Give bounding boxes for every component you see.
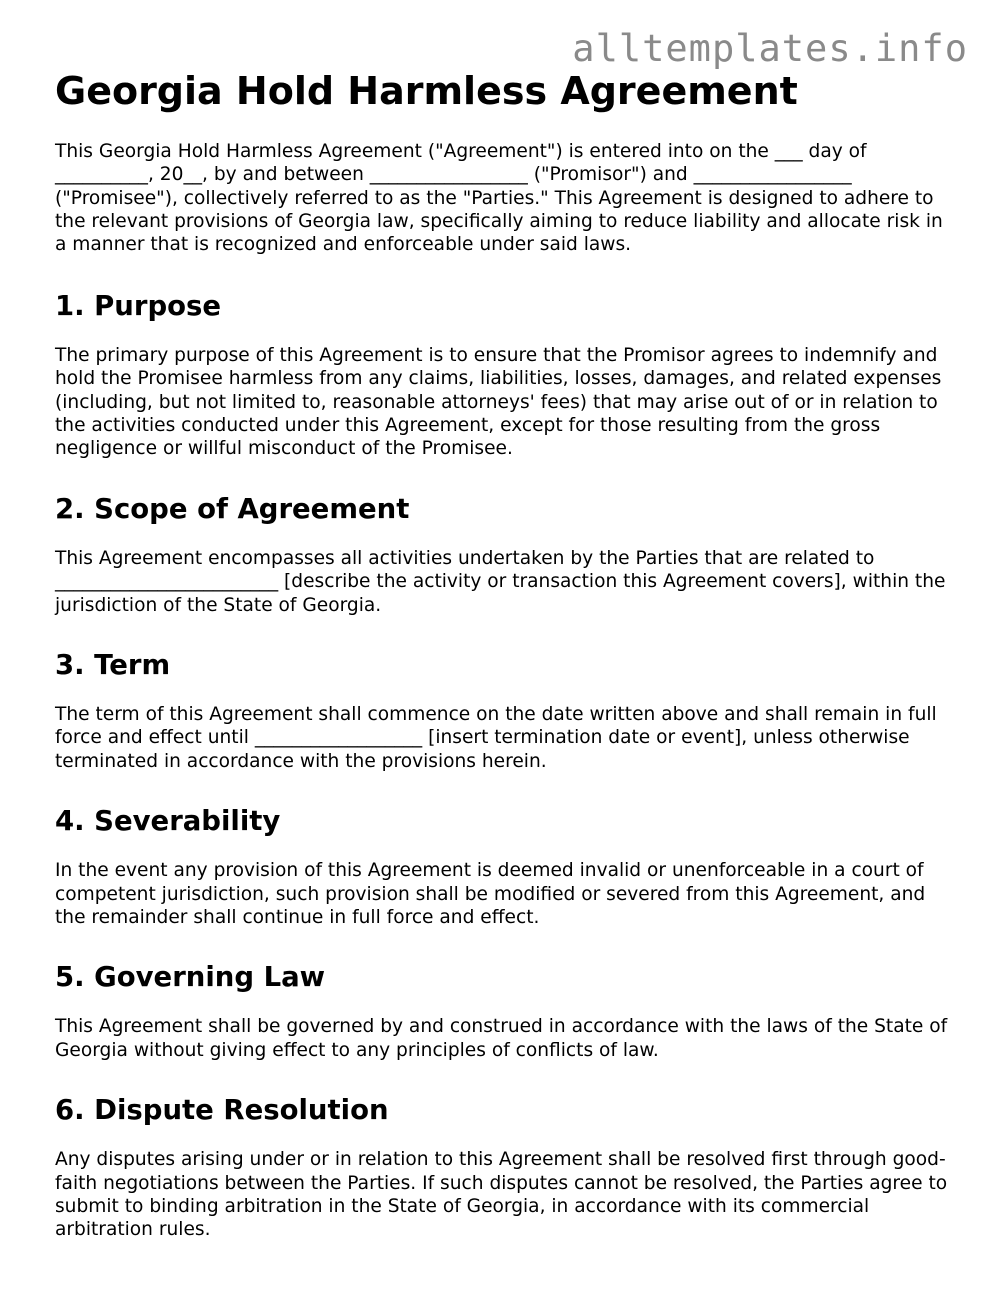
intro-paragraph: This Georgia Hold Harmless Agreement ("Agreement") is entered into on the ___ day of __________, 20__, by and between _________________ ("Promisor") and _________________ ("Promisee"), collectively referred to as the "Parties." This Agreement is designed to adhere to the relevant provisions of Georgia law, specifically aiming to reduce liability and allocate risk in a manner that is recognized and enforceable under said laws.: [55, 140, 943, 256]
section-heading-purpose: 1. Purpose: [55, 289, 222, 322]
document-page: [55, 70, 955, 1274]
document-title: Georgia Hold Harmless Agreement: [55, 69, 798, 113]
section-heading-term: 3. Term: [55, 648, 171, 681]
section-body-term: The term of this Agreement shall commence on the date written above and shall remain in full force and effect until __________________ [insert termination date or event], unless otherwise terminated in accordance with the provisions herein.: [55, 703, 937, 772]
section-body-purpose: The primary purpose of this Agreement is to ensure that the Promisor agrees to indemnify and hold the Promisee harmless from any claims, liabilities, losses, damages, and related expenses (including, but not limited to, reasonable attorneys' fees) that may arise out of or in relation to the activities conducted under this Agreement, except for those resulting from the gross negligence or willful misconduct of the Promisee.: [55, 344, 942, 460]
section-body-governing-law: This Agreement shall be governed by and construed in accordance with the laws of the State of Georgia without giving effect to any principles of conflicts of law.: [55, 1016, 948, 1061]
section-body-severability: In the event any provision of this Agreement is deemed invalid or unenforceable in a court of competent jurisdiction, such provision shall be modified or severed from this Agreement, and the remainder shall continue in full force and effect.: [55, 860, 926, 928]
section-body-dispute-resolution: Any disputes arising under or in relation to this Agreement shall be resolved first through good-faith negotiations between the Parties. If such disputes cannot be resolved, the Parties agree to submit to binding arbitration in the State of Georgia, in accordance with its commercial arbitration rules.: [55, 1149, 948, 1241]
watermark: alltemplates.info: [572, 27, 968, 70]
section-heading-scope: 2. Scope of Agreement: [55, 492, 410, 525]
section-heading-severability: 4. Severability: [55, 805, 281, 838]
section-heading-governing-law: 5. Governing Law: [55, 961, 326, 994]
section-body-scope: This Agreement encompasses all activities undertaken by the Parties that are related to ________________________ [describe the activity or transaction this Agreement covers], within the jurisdiction of the State of Georgia.: [55, 547, 946, 616]
section-heading-dispute-resolution: 6. Dispute Resolution: [55, 1094, 389, 1127]
